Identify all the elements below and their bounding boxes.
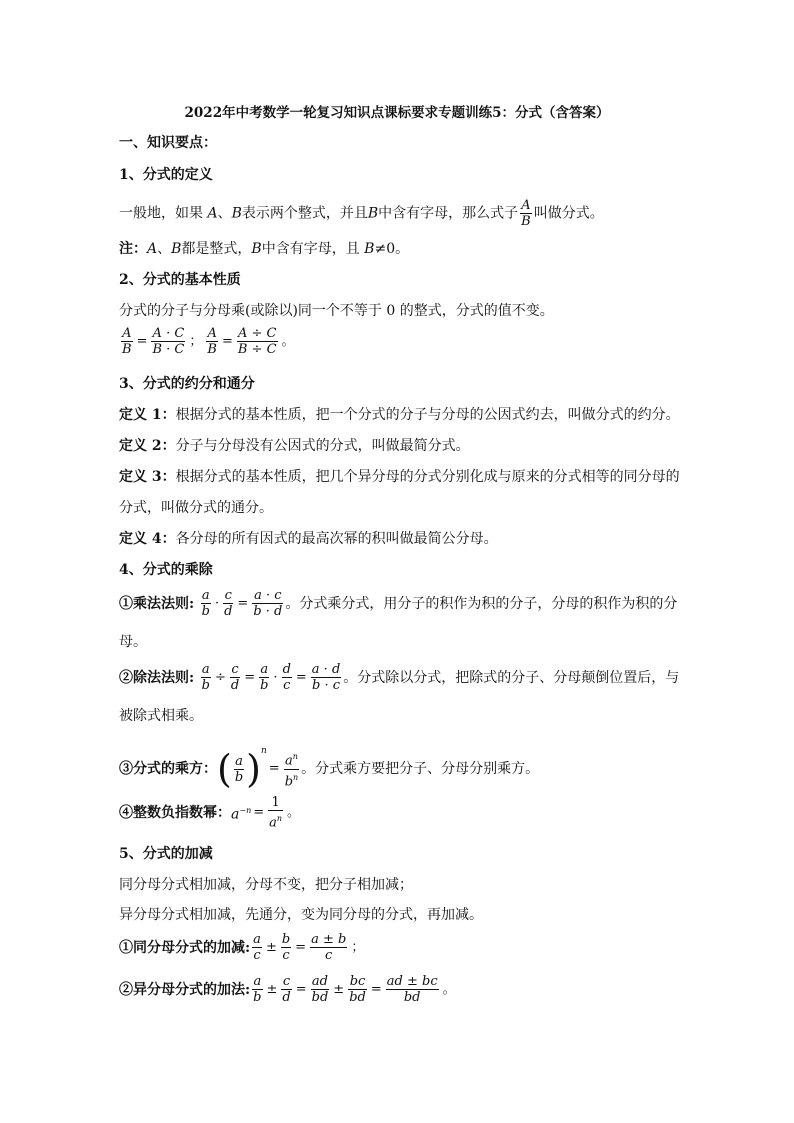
- division-rule: ②除法法则: $\frac{a}{b}$ ÷ $\frac{c}{d}$ = $\frac{a}{b}$ · $\frac{d}{c}$ = $\frac{a \cdot d}{b \cdot c}$ 。分式除以分式，把除式的分子、分母颠倒位置后，与: [119, 662, 680, 693]
- section-heading: 一、知识要点：: [119, 135, 217, 151]
- definition-3: 定义 3：根据分式的基本性质，把几个异分母的分式分别化成与原来的分式相等的同分母的: [119, 469, 680, 485]
- heading-reduce: 3、分式的约分和通分: [119, 376, 255, 392]
- definition-1: 定义 1：根据分式的基本性质，把一个分式的分子与分母的公因式约去，叫做分式的约分。: [119, 407, 680, 423]
- multiplication-rule-cont: 母。: [119, 634, 147, 650]
- heading-definition: 1、分式的定义: [119, 167, 213, 183]
- fraction-a-b: $\frac{A}{B}$: [521, 198, 531, 229]
- same-denominator-formula: ①同分母分式的加减: $\frac{a}{c}$ ± $\frac{b}{c}$ = $\frac{a \pm b}{c}$ ；: [119, 932, 365, 963]
- add-rule-same: 同分母分式相加减，分母不变，把分子相加减；: [119, 877, 413, 893]
- definition-4: 定义 4：各分母的所有因式的最高次幂的积叫做最简公分母。: [119, 531, 498, 547]
- negative-exponent: ④整数负指数幂：$a^{-n}$ = $\frac{1}{a^n}$ 。: [119, 795, 301, 831]
- heading-add-sub: 5、分式的加减: [119, 846, 213, 862]
- division-rule-cont: 被除式相乘。: [119, 708, 203, 724]
- different-denominator-formula: ②异分母分式的加法: $\frac{a}{b}$ ± $\frac{c}{d}$ = $\frac{ad}{bd}$ ± $\frac{bc}{bd}$ = $\frac{ad \pm bc}{bd}$ 。: [119, 974, 456, 1005]
- property-paragraph: 分式的分子与分母乘(或除以)同一个不等于 0 的整式，分式的值不变。: [119, 303, 554, 319]
- add-rule-diff: 异分母分式相加减，先通分，变为同分母的分式，再加减。: [119, 907, 483, 923]
- document-title: 2022年中考数学一轮复习知识点课标要求专题训练5：分式（含答案）: [184, 105, 610, 121]
- note-paragraph: 注：A、B都是整式，B中含有字母，且 B≠0。: [119, 241, 410, 257]
- definition-3-cont: 分式，叫做分式的通分。: [119, 500, 273, 516]
- multiplication-rule: ①乘法法则: $\frac{a}{b}$ · $\frac{c}{d}$ = $\frac{a \cdot c}{b \cdot d}$ 。分式乘分式，用分子的积作为积的分子，分母的积作为积的分: [119, 588, 678, 619]
- power-rule: ③分式的乘方：( $\frac{a}{b}$ )$^n$= $\frac{a^n}{b^n}$ 。分式乘方要把分子、分母分别乘方。: [119, 746, 540, 791]
- property-formula: $\frac{A}{B}$ = $\frac{A \cdot C}{B \cdot C}$ ； $\frac{A}{B}$ = $\frac{A \div C}{B \div C}$ 。: [122, 326, 295, 357]
- heading-property: 2、分式的基本性质: [119, 272, 241, 288]
- definition-paragraph: 一般地，如果 A、B表示两个整式，并且B中含有字母，那么式子 $\frac{A}{B}$ 叫做分式。: [119, 198, 604, 229]
- definition-2: 定义 2：分子与分母没有公因式的分式，叫做最简分式。: [119, 438, 470, 454]
- heading-mul-div: 4、分式的乘除: [119, 562, 213, 578]
